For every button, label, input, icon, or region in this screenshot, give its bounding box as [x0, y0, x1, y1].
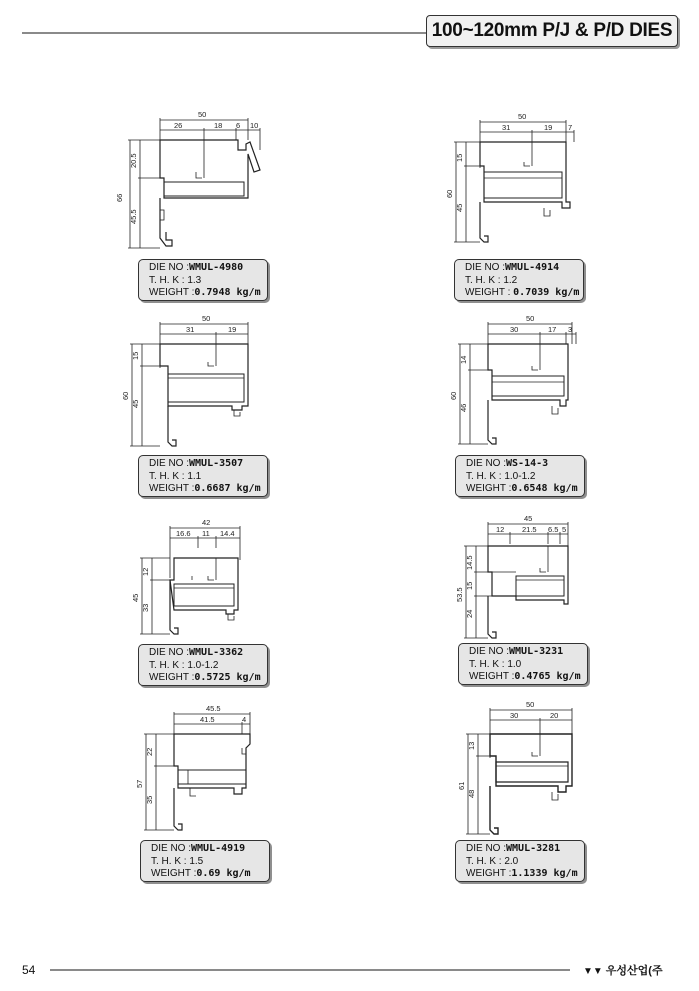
die-number: WMUL-3231 — [509, 646, 564, 657]
weight-label: WEIGHT : — [151, 868, 197, 879]
svg-text:30: 30 — [510, 325, 519, 334]
svg-text:50: 50 — [518, 112, 527, 121]
svg-text:19: 19 — [544, 123, 553, 132]
svg-text:22: 22 — [145, 747, 154, 756]
svg-text:31: 31 — [502, 123, 511, 132]
svg-text:20: 20 — [550, 711, 559, 720]
die-number: WMUL-3507 — [189, 458, 244, 469]
die-number: WMUL-3281 — [506, 843, 561, 854]
weight-value: 0.7039 kg/m — [513, 287, 580, 298]
weight-label: WEIGHT : — [465, 287, 511, 298]
svg-text:24: 24 — [465, 609, 474, 618]
weight-value: 0.69 kg/m — [196, 868, 251, 879]
thk-value: 1.3 — [187, 274, 202, 286]
thk-label: T. H. K : — [466, 470, 502, 482]
profile-drawing-wmul-4919 — [130, 704, 270, 834]
weight-value: 0.4765 kg/m — [514, 671, 581, 682]
svg-text:45.5: 45.5 — [206, 704, 221, 713]
weight-label: WEIGHT : — [149, 672, 195, 683]
thk-value: 1.0-1.2 — [187, 659, 219, 671]
svg-text:60: 60 — [121, 391, 130, 400]
thk-value: 2.0 — [504, 855, 519, 867]
svg-text:5: 5 — [562, 525, 567, 534]
thk-label: T. H. K : — [149, 274, 185, 286]
svg-text:15: 15 — [131, 351, 140, 360]
svg-text:33: 33 — [141, 603, 150, 612]
svg-text:50: 50 — [202, 314, 211, 323]
svg-text:66: 66 — [115, 193, 124, 202]
footer-rule — [50, 969, 570, 971]
svg-text:11: 11 — [202, 529, 210, 538]
page-title: 100~120mm P/J & P/D DIES — [426, 15, 678, 47]
svg-text:12: 12 — [496, 525, 505, 534]
svg-text:12: 12 — [141, 567, 150, 576]
thk-label: T. H. K : — [149, 470, 185, 482]
svg-text:60: 60 — [445, 189, 454, 198]
weight-value: 0.7948 kg/m — [194, 287, 261, 298]
thk-label: T. H. K : — [465, 274, 501, 286]
weight-value: 1.1339 kg/m — [511, 868, 578, 879]
svg-text:60: 60 — [449, 391, 458, 400]
svg-text:57: 57 — [135, 779, 144, 788]
die-info-wmul-3362 — [138, 644, 268, 686]
svg-text:45: 45 — [131, 399, 140, 408]
die-no-label: DIE NO : — [465, 262, 506, 273]
weight-value: 0.5725 kg/m — [194, 672, 261, 683]
die-info-wmul-4919 — [140, 840, 270, 882]
svg-text:46: 46 — [459, 403, 468, 412]
svg-text:4: 4 — [242, 715, 247, 724]
die-no-label: DIE NO : — [149, 262, 190, 273]
svg-text:61: 61 — [457, 781, 466, 790]
die-no-label: DIE NO : — [149, 647, 190, 658]
svg-text:50: 50 — [526, 314, 535, 323]
svg-text:10: 10 — [250, 121, 259, 130]
page-number: 54 — [22, 963, 36, 977]
die-number: WMUL-4980 — [189, 262, 244, 273]
svg-text:45.5: 45.5 — [129, 209, 138, 224]
die-number: WMUL-4919 — [191, 843, 246, 854]
thk-label: T. H. K : — [466, 855, 502, 867]
svg-text:53.5: 53.5 — [455, 587, 464, 602]
svg-text:15: 15 — [455, 153, 464, 162]
svg-text:3: 3 — [568, 325, 573, 334]
svg-text:6.5: 6.5 — [548, 525, 559, 534]
weight-label: WEIGHT : — [149, 483, 195, 494]
weight-value: 0.6548 kg/m — [511, 483, 578, 494]
profile-drawing-ws-14-3 — [448, 314, 598, 454]
logo-mark-icon: ▼▼ — [583, 966, 603, 977]
svg-text:17: 17 — [548, 325, 557, 334]
svg-text:16.6: 16.6 — [176, 529, 191, 538]
die-number: WMUL-3362 — [189, 647, 244, 658]
die-info-wmul-3507 — [138, 455, 268, 497]
die-info-wmul-4914 — [454, 259, 584, 301]
svg-text:14.4: 14.4 — [220, 529, 235, 538]
thk-value: 1.0-1.2 — [504, 470, 536, 482]
svg-text:13: 13 — [467, 741, 476, 750]
svg-text:30: 30 — [510, 711, 519, 720]
thk-value: 1.5 — [189, 855, 204, 867]
die-info-wmul-3231 — [458, 643, 588, 685]
weight-value: 0.6687 kg/m — [194, 483, 261, 494]
weight-label: WEIGHT : — [149, 287, 195, 298]
company-name: 우성산업(주 — [605, 965, 663, 977]
profile-drawing-wmul-4980 — [110, 110, 280, 260]
svg-text:45: 45 — [131, 593, 140, 602]
svg-text:14.5: 14.5 — [465, 555, 474, 570]
profile-drawing-wmul-3231 — [450, 514, 590, 644]
svg-text:19: 19 — [228, 325, 237, 334]
die-info-wmul-4980 — [138, 259, 268, 301]
thk-value: 1.0 — [507, 658, 522, 670]
profile-drawing-wmul-3507 — [120, 314, 270, 454]
thk-label: T. H. K : — [151, 855, 187, 867]
thk-label: T. H. K : — [149, 659, 185, 671]
header-rule — [22, 32, 434, 34]
svg-text:45: 45 — [455, 203, 464, 212]
svg-text:31: 31 — [186, 325, 195, 334]
svg-text:14: 14 — [459, 355, 468, 364]
company-logo — [583, 962, 663, 978]
svg-text:50: 50 — [198, 110, 207, 119]
svg-text:26: 26 — [174, 121, 183, 130]
svg-text:21.5: 21.5 — [522, 525, 537, 534]
die-no-label: DIE NO : — [466, 843, 507, 854]
svg-text:6: 6 — [236, 121, 241, 130]
die-no-label: DIE NO : — [151, 843, 192, 854]
weight-label: WEIGHT : — [466, 483, 512, 494]
die-number: WS-14-3 — [506, 458, 549, 469]
profile-drawing-wmul-3281 — [452, 700, 592, 840]
svg-text:50: 50 — [526, 700, 535, 709]
svg-text:45: 45 — [524, 514, 533, 523]
weight-label: WEIGHT : — [466, 868, 512, 879]
svg-text:18: 18 — [214, 121, 223, 130]
die-info-wmul-3281 — [455, 840, 585, 882]
weight-label: WEIGHT : — [469, 671, 515, 682]
die-number: WMUL-4914 — [505, 262, 560, 273]
thk-label: T. H. K : — [469, 658, 505, 670]
svg-text:7: 7 — [568, 123, 573, 132]
profile-drawing-wmul-4914 — [440, 112, 600, 252]
thk-value: 1.1 — [187, 470, 202, 482]
svg-text:20.5: 20.5 — [129, 153, 138, 168]
svg-text:35: 35 — [145, 795, 154, 804]
die-info-ws-14-3 — [455, 455, 585, 497]
svg-text:48: 48 — [467, 789, 476, 798]
svg-text:42: 42 — [202, 518, 211, 527]
die-no-label: DIE NO : — [469, 646, 510, 657]
die-no-label: DIE NO : — [466, 458, 507, 469]
die-no-label: DIE NO : — [149, 458, 190, 469]
thk-value: 1.2 — [503, 274, 518, 286]
svg-text:15: 15 — [465, 581, 474, 590]
profile-drawing-wmul-3362 — [130, 518, 260, 638]
svg-text:41.5: 41.5 — [200, 715, 215, 724]
